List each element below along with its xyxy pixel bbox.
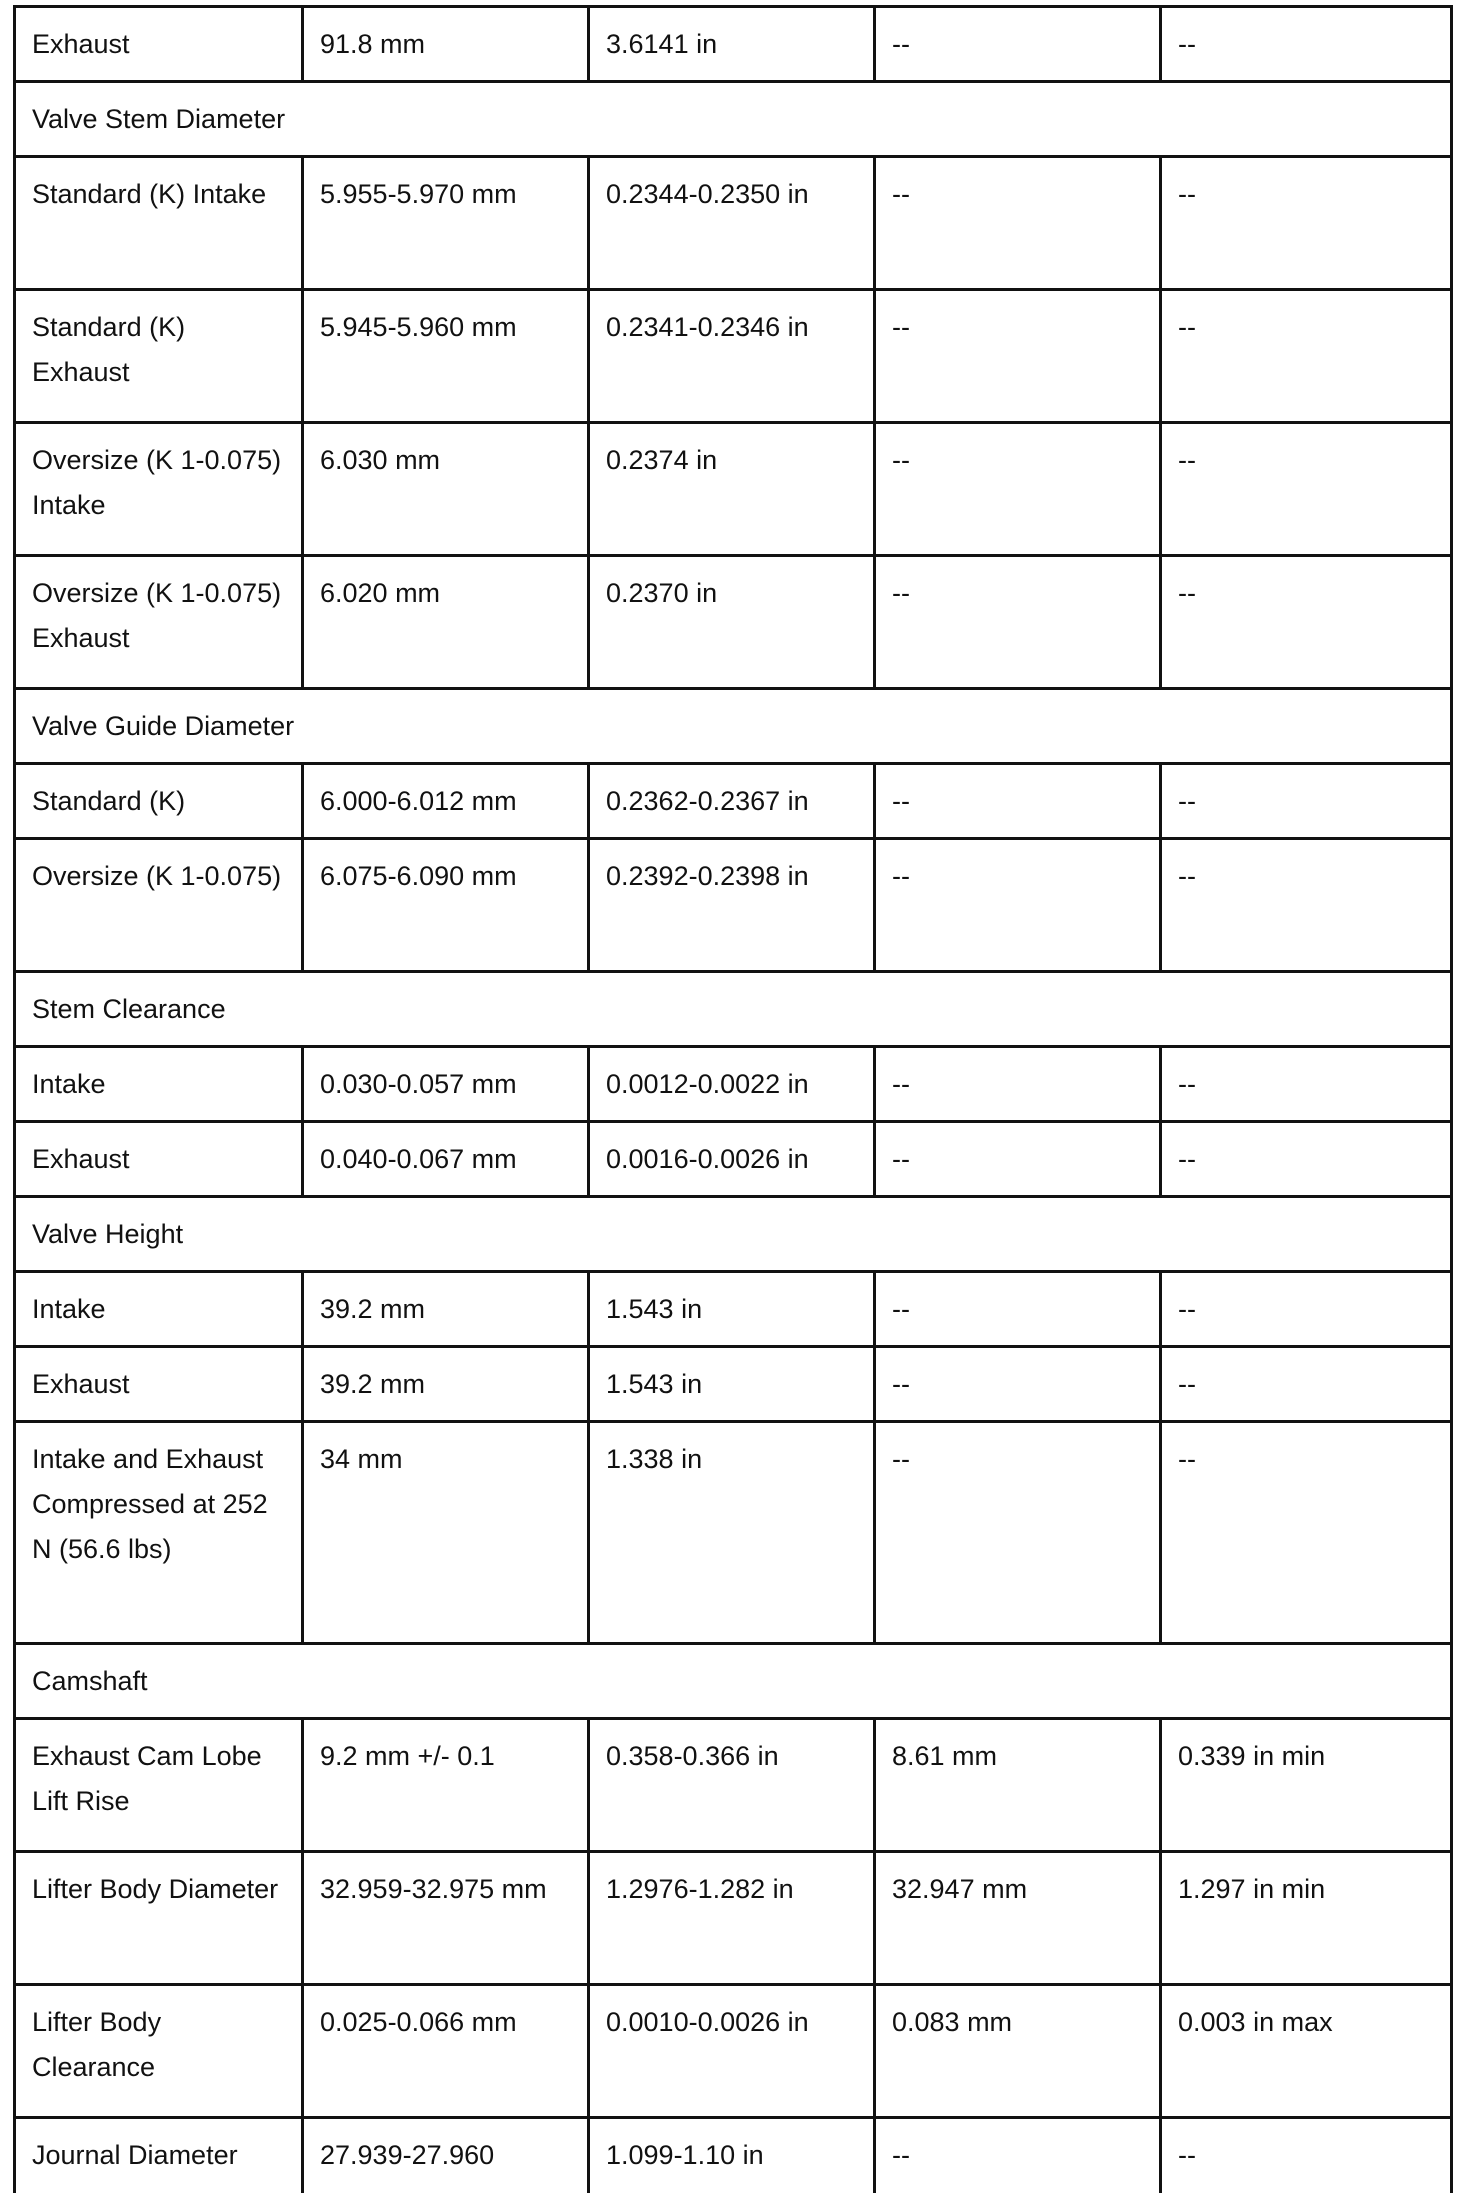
cell-english-limit: 1.297 in min — [1161, 1852, 1452, 1985]
table-row — [15, 1852, 1452, 1985]
table-row — [15, 1985, 1452, 2118]
cell-metric-spec: 5.945-5.960 mm — [303, 290, 589, 423]
table-row — [15, 764, 1452, 839]
cell-metric-limit: -- — [875, 423, 1161, 556]
cell-metric-limit: -- — [875, 1347, 1161, 1422]
cell-parameter: Intake — [15, 1047, 303, 1122]
cell-english-limit: -- — [1161, 839, 1452, 972]
section-header-row — [15, 82, 1452, 157]
cell-metric-spec: 0.025-0.066 mm — [303, 1985, 589, 2118]
section-header-label: Stem Clearance — [15, 972, 1452, 1047]
cell-parameter: Oversize (K 1-0.075) Intake — [15, 423, 303, 556]
cell-english-limit: -- — [1161, 1272, 1452, 1347]
cell-english-limit: -- — [1161, 157, 1452, 290]
cell-english-limit: 0.339 in min — [1161, 1719, 1452, 1852]
cell-metric-spec: 27.939-27.960 — [303, 2118, 589, 2193]
cell-english-spec: 0.0016-0.0026 in — [589, 1122, 875, 1197]
section-header-label: Camshaft — [15, 1644, 1452, 1719]
table-row — [15, 1719, 1452, 1852]
table-row — [15, 157, 1452, 290]
cell-metric-spec: 39.2 mm — [303, 1272, 589, 1347]
cell-parameter: Exhaust — [15, 7, 303, 82]
cell-english-limit: -- — [1161, 764, 1452, 839]
cell-metric-limit: 8.61 mm — [875, 1719, 1161, 1852]
table-row — [15, 1122, 1452, 1197]
table-row — [15, 7, 1452, 82]
cell-metric-limit: -- — [875, 157, 1161, 290]
table-row — [15, 1422, 1452, 1644]
section-header-row — [15, 1197, 1452, 1272]
cell-english-spec: 1.099-1.10 in — [589, 2118, 875, 2193]
cell-metric-limit: -- — [875, 1047, 1161, 1122]
cell-metric-spec: 34 mm — [303, 1422, 589, 1644]
cell-parameter: Journal Diameter — [15, 2118, 303, 2193]
cell-parameter: Intake — [15, 1272, 303, 1347]
cell-english-limit: -- — [1161, 556, 1452, 689]
cell-metric-limit: -- — [875, 1272, 1161, 1347]
cell-metric-spec: 39.2 mm — [303, 1347, 589, 1422]
cell-english-limit: -- — [1161, 1047, 1452, 1122]
cell-metric-limit: 0.083 mm — [875, 1985, 1161, 2118]
cell-parameter: Intake and Exhaust Compressed at 252 N (56.6 lbs) — [15, 1422, 303, 1644]
cell-metric-spec: 0.040-0.067 mm — [303, 1122, 589, 1197]
cell-english-spec: 0.2392-0.2398 in — [589, 839, 875, 972]
cell-parameter: Standard (K) — [15, 764, 303, 839]
table-row — [15, 1047, 1452, 1122]
cell-english-spec: 0.2370 in — [589, 556, 875, 689]
cell-metric-spec: 6.075-6.090 mm — [303, 839, 589, 972]
cell-metric-limit: -- — [875, 556, 1161, 689]
cell-metric-spec: 32.959-32.975 mm — [303, 1852, 589, 1985]
cell-metric-spec: 6.000-6.012 mm — [303, 764, 589, 839]
cell-english-limit: -- — [1161, 2118, 1452, 2193]
cell-parameter: Exhaust — [15, 1347, 303, 1422]
cell-parameter: Exhaust Cam Lobe Lift Rise — [15, 1719, 303, 1852]
cell-english-limit: -- — [1161, 423, 1452, 556]
table-row — [15, 423, 1452, 556]
cell-metric-limit: 32.947 mm — [875, 1852, 1161, 1985]
cell-parameter: Exhaust — [15, 1122, 303, 1197]
cell-english-spec: 0.2374 in — [589, 423, 875, 556]
cell-metric-limit: -- — [875, 764, 1161, 839]
cell-metric-spec: 5.955-5.970 mm — [303, 157, 589, 290]
cell-metric-spec: 91.8 mm — [303, 7, 589, 82]
section-header-label: Valve Height — [15, 1197, 1452, 1272]
table-row — [15, 290, 1452, 423]
cell-english-spec: 0.2341-0.2346 in — [589, 290, 875, 423]
cell-parameter: Standard (K) Intake — [15, 157, 303, 290]
cell-metric-limit: -- — [875, 2118, 1161, 2193]
cell-parameter: Lifter Body Diameter — [15, 1852, 303, 1985]
cell-metric-spec: 9.2 mm +/- 0.1 — [303, 1719, 589, 1852]
table-row — [15, 839, 1452, 972]
cell-english-spec: 1.543 in — [589, 1272, 875, 1347]
section-header-label: Valve Guide Diameter — [15, 689, 1452, 764]
table-row — [15, 556, 1452, 689]
specification-table-body — [15, 7, 1452, 2193]
table-row — [15, 2118, 1452, 2193]
cell-english-limit: -- — [1161, 7, 1452, 82]
cell-english-spec: 3.6141 in — [589, 7, 875, 82]
cell-metric-spec: 6.020 mm — [303, 556, 589, 689]
cell-metric-limit: -- — [875, 290, 1161, 423]
cell-english-spec: 0.358-0.366 in — [589, 1719, 875, 1852]
cell-parameter: Standard (K) Exhaust — [15, 290, 303, 423]
cell-metric-spec: 6.030 mm — [303, 423, 589, 556]
cell-metric-limit: -- — [875, 1422, 1161, 1644]
section-header-row — [15, 689, 1452, 764]
section-header-row — [15, 972, 1452, 1047]
cell-metric-limit: -- — [875, 7, 1161, 82]
cell-english-spec: 0.2344-0.2350 in — [589, 157, 875, 290]
cell-english-limit: -- — [1161, 1122, 1452, 1197]
cell-metric-limit: -- — [875, 839, 1161, 972]
cell-english-spec: 0.0010-0.0026 in — [589, 1985, 875, 2118]
cell-english-spec: 1.2976-1.282 in — [589, 1852, 875, 1985]
cell-english-spec: 0.2362-0.2367 in — [589, 764, 875, 839]
section-header-label: Valve Stem Diameter — [15, 82, 1452, 157]
cell-metric-spec: 0.030-0.057 mm — [303, 1047, 589, 1122]
cell-english-spec: 1.543 in — [589, 1347, 875, 1422]
table-row — [15, 1347, 1452, 1422]
cell-english-limit: -- — [1161, 1422, 1452, 1644]
section-header-row — [15, 1644, 1452, 1719]
table-row — [15, 1272, 1452, 1347]
cell-english-spec: 1.338 in — [589, 1422, 875, 1644]
specification-table — [13, 5, 1453, 2193]
cell-english-limit: 0.003 in max — [1161, 1985, 1452, 2118]
cell-parameter: Oversize (K 1-0.075) Exhaust — [15, 556, 303, 689]
cell-parameter: Lifter Body Clearance — [15, 1985, 303, 2118]
cell-metric-limit: -- — [875, 1122, 1161, 1197]
cell-english-limit: -- — [1161, 290, 1452, 423]
cell-english-spec: 0.0012-0.0022 in — [589, 1047, 875, 1122]
cell-english-limit: -- — [1161, 1347, 1452, 1422]
cell-parameter: Oversize (K 1-0.075) — [15, 839, 303, 972]
